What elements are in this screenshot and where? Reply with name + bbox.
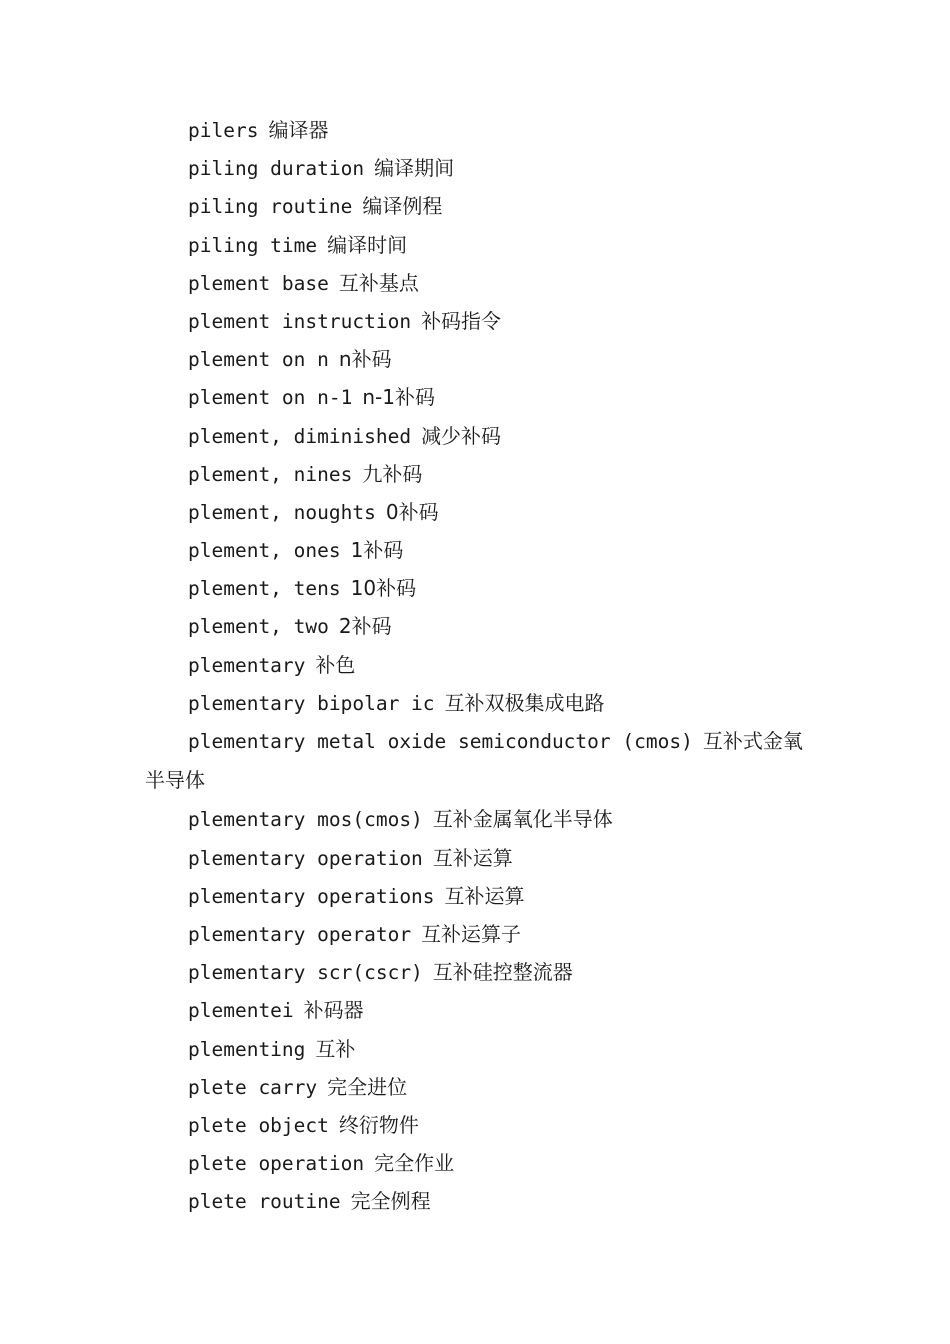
entry-translation: 互补运算 <box>444 883 525 908</box>
entry-translation: 互补运算子 <box>421 921 522 946</box>
glossary-list <box>145 111 810 1220</box>
glossary-entry <box>145 1144 810 1182</box>
glossary-entry <box>145 417 810 455</box>
entry-term: plementary <box>188 653 306 677</box>
entry-term: piling routine <box>188 195 353 219</box>
entry-term: plement instruction <box>188 309 412 333</box>
entry-translation: 10补码 <box>350 576 417 601</box>
glossary-entry <box>145 378 810 416</box>
entry-term: plement on n-1 <box>188 386 353 410</box>
entry-translation: 互补双极集成电路 <box>444 690 605 715</box>
entry-term: plement base <box>188 271 329 295</box>
entry-translation: 补码指令 <box>421 308 502 333</box>
glossary-entry <box>145 991 810 1029</box>
glossary-entry <box>145 1182 810 1220</box>
glossary-entry <box>145 455 810 493</box>
entry-translation: 0补码 <box>385 499 439 524</box>
entry-translation: 完全进位 <box>327 1074 408 1099</box>
glossary-entry <box>145 264 810 302</box>
entry-translation: 编译器 <box>268 118 329 142</box>
entry-term: plementary operation <box>188 846 423 870</box>
glossary-entry <box>145 607 810 645</box>
entry-translation: 互补硅控整流器 <box>432 960 573 985</box>
glossary-entry <box>145 340 810 378</box>
entry-translation: 互补金属氧化半导体 <box>432 807 613 832</box>
entry-translation: 2补码 <box>338 614 392 639</box>
entry-term: plement, two <box>188 615 329 639</box>
entry-term: plete routine <box>188 1190 341 1214</box>
entry-term: plement, nines <box>188 462 353 486</box>
entry-translation: 减少补码 <box>421 423 502 448</box>
entry-translation: 编译期间 <box>374 156 455 181</box>
entry-translation: 互补式金氧半导体 <box>145 729 803 793</box>
entry-translation: 完全作业 <box>374 1151 455 1176</box>
glossary-entry <box>145 187 810 225</box>
glossary-entry <box>145 149 810 187</box>
glossary-entry <box>145 1068 810 1106</box>
glossary-entry <box>145 226 810 264</box>
entry-translation: 互补基点 <box>338 270 419 295</box>
glossary-entry <box>145 722 810 800</box>
glossary-entry <box>145 531 810 569</box>
glossary-entry <box>145 1106 810 1144</box>
entry-term: pilers <box>188 119 259 142</box>
entry-term: plement, ones <box>188 539 341 563</box>
glossary-entry <box>145 839 810 877</box>
entry-term: plementary metal oxide semiconductor (cmos) <box>188 730 693 753</box>
glossary-entry <box>145 111 810 149</box>
glossary-entry <box>145 684 810 722</box>
entry-translation: 互补运算 <box>432 845 513 870</box>
entry-term: plement, noughts <box>188 500 376 524</box>
entry-term: plete object <box>188 1113 329 1137</box>
entry-translation: 编译时间 <box>327 232 408 257</box>
entry-term: plementary bipolar ic <box>188 691 435 715</box>
entry-translation: 补码器 <box>303 998 364 1023</box>
glossary-entry <box>145 493 810 531</box>
entry-term: plete carry <box>188 1075 318 1099</box>
entry-term: plementary operations <box>188 884 435 908</box>
entry-term: plement, tens <box>188 577 341 601</box>
entry-translation: 补色 <box>315 652 356 677</box>
entry-term: plementei <box>188 999 294 1023</box>
glossary-entry <box>145 1030 810 1068</box>
entry-term: plementary scr(cscr) <box>188 961 423 985</box>
glossary-entry <box>145 646 810 684</box>
entry-term: plement, diminished <box>188 424 412 448</box>
entry-term: plementary mos(cmos) <box>188 808 423 832</box>
entry-translation: 终衍物件 <box>338 1112 419 1137</box>
entry-translation: n-1补码 <box>362 385 435 410</box>
entry-term: plementing <box>188 1037 306 1061</box>
entry-translation: 完全例程 <box>350 1189 431 1214</box>
glossary-entry <box>145 915 810 953</box>
entry-translation: 九补码 <box>362 461 423 486</box>
glossary-entry <box>145 877 810 915</box>
entry-translation: 互补 <box>315 1036 356 1061</box>
entry-term: plement on n <box>188 348 329 372</box>
entry-term: piling duration <box>188 157 365 181</box>
glossary-entry <box>145 569 810 607</box>
glossary-entry <box>145 800 810 838</box>
entry-translation: 编译例程 <box>362 194 443 219</box>
glossary-entry <box>145 302 810 340</box>
entry-translation: 1补码 <box>350 538 404 563</box>
entry-term: plementary operator <box>188 922 412 946</box>
entry-term: plete operation <box>188 1152 365 1176</box>
entry-term: piling time <box>188 233 318 257</box>
glossary-entry <box>145 953 810 991</box>
entry-translation: n补码 <box>338 347 392 372</box>
